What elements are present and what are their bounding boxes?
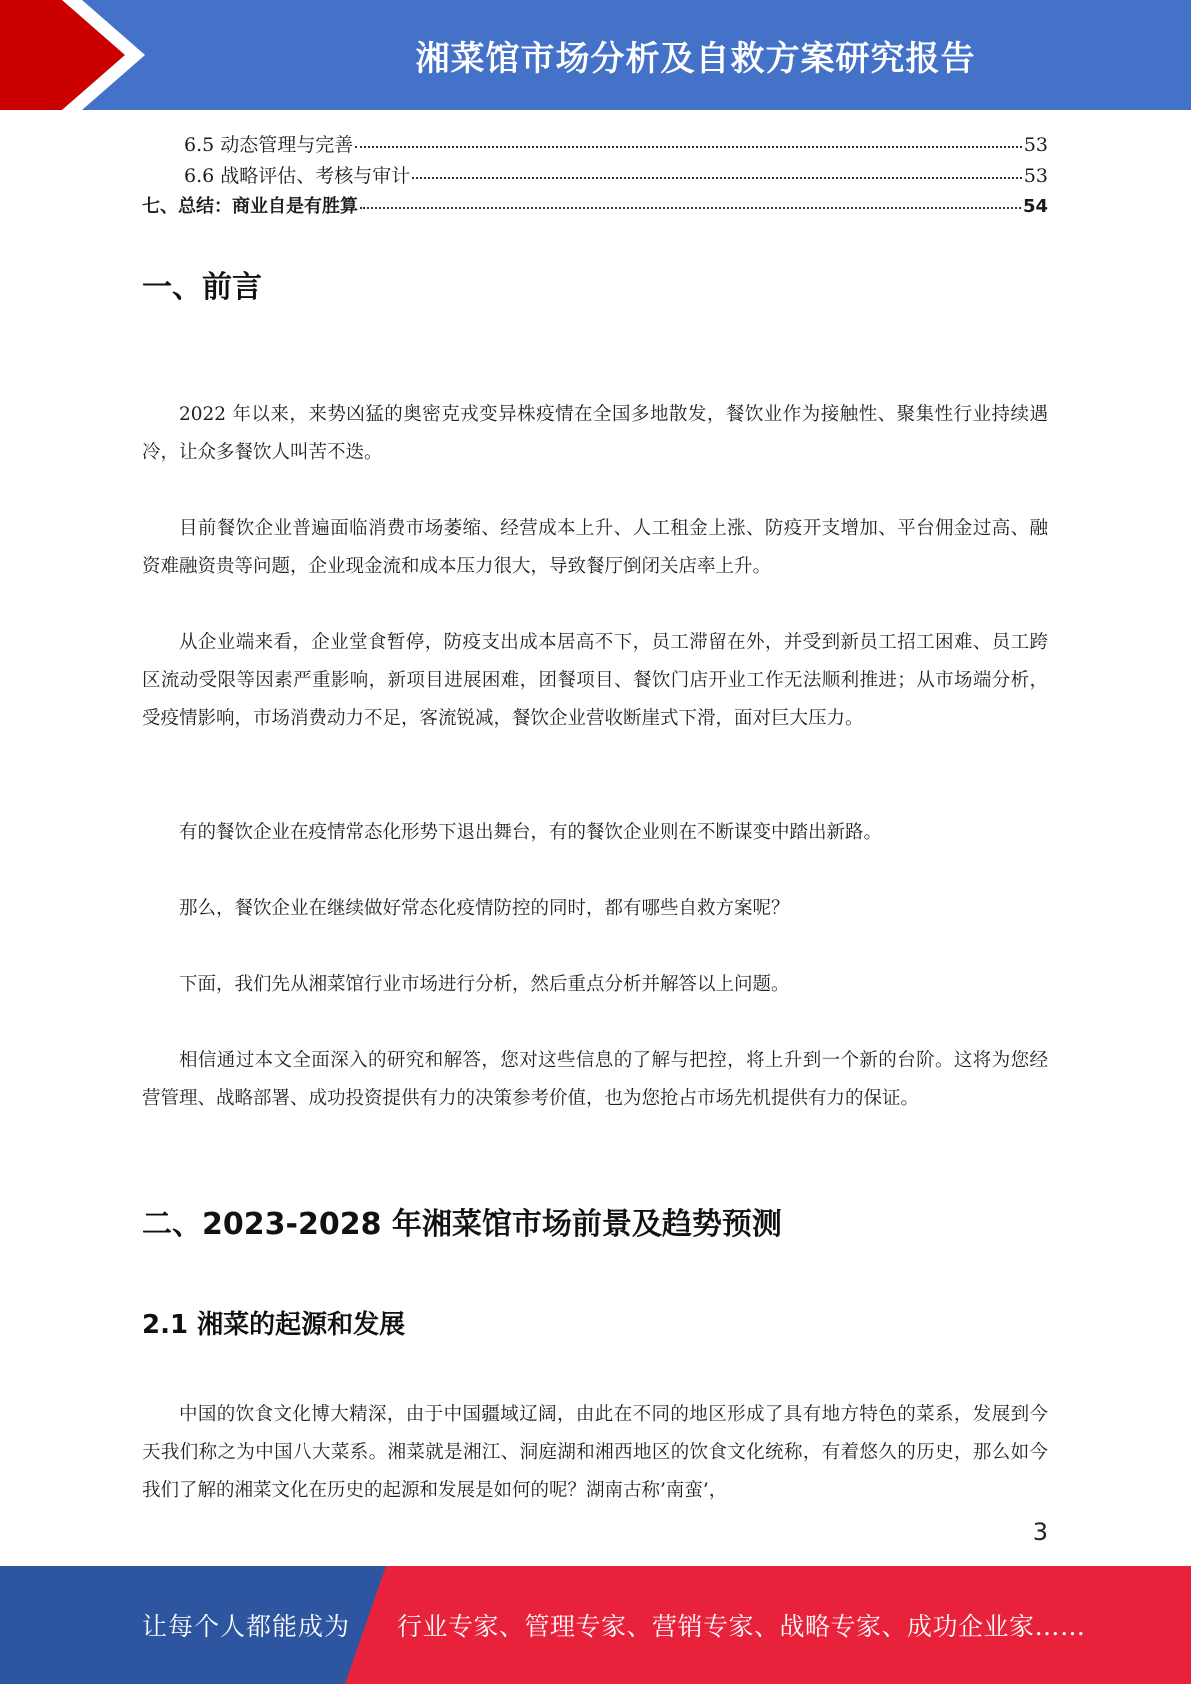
body-paragraph: 相信通过本文全面深入的研究和解答，您对这些信息的了解与把控，将上升到一个新的台阶。这将为您经营管理、战略部署、成功投资提供有力的决策参考价值，也为您抢占市场先机提供有力的保证。 xyxy=(142,1050,1048,1109)
toc-entry[interactable] xyxy=(142,192,1048,223)
toc-entry[interactable] xyxy=(142,161,1048,192)
page-number: 3 xyxy=(1032,1518,1048,1546)
body-paragraph: 下面，我们先从湘菜馆行业市场进行分析，然后重点分析并解答以上问题。 xyxy=(179,974,790,995)
toc-leader xyxy=(355,146,1022,148)
toc-entry[interactable] xyxy=(142,130,1048,161)
footer-slogan-right: 行业专家、管理专家、营销专家、战略专家、成功企业家…… xyxy=(397,1612,1086,1641)
page-header xyxy=(0,0,1191,110)
toc-leader xyxy=(412,177,1022,179)
toc-page-number: 54 xyxy=(1022,196,1048,217)
body-paragraph: 目前餐饮企业普遍面临消费市场萎缩、经营成本上升、人工租金上涨、防疫开支增加、平台佣金过高、融资难融资贵等问题，企业现金流和成本压力很大，导致餐厅倒闭关店率上升。 xyxy=(142,518,1048,577)
header-title: 湘菜馆市场分析及自救方案研究报告 xyxy=(415,38,976,79)
toc-label: 七、总结：商业自是有胜算 xyxy=(142,196,358,217)
body-paragraph: 有的餐饮企业在疫情常态化形势下退出舞台，有的餐饮企业则在不断谋变中踏出新路。 xyxy=(179,822,883,843)
toc-page-number: 53 xyxy=(1023,165,1048,187)
section-heading: 一、前言 xyxy=(142,270,262,305)
body-paragraph: 2022 年以来，来势凶猛的奥密克戎变异株疫情在全国多地散发，餐饮业作为接触性、聚集性行业持续遇冷，让众多餐饮人叫苦不迭。 xyxy=(142,404,1048,463)
table-of-contents xyxy=(142,130,1048,223)
page-footer xyxy=(0,1566,1191,1684)
toc-page-number: 53 xyxy=(1023,134,1048,156)
section-heading: 二、2023-2028 年湘菜馆市场前景及趋势预测 xyxy=(142,1207,782,1242)
toc-label: 6.5 动态管理与完善 xyxy=(184,134,354,156)
toc-label: 6.6 战略评估、考核与审计 xyxy=(184,165,411,187)
toc-leader xyxy=(360,207,1021,209)
subsection-heading: 2.1 湘菜的起源和发展 xyxy=(142,1310,406,1340)
header-arrow-decoration xyxy=(0,0,220,110)
footer-slogan-left: 让每个人都能成为 xyxy=(142,1612,351,1641)
body-paragraph: 那么，餐饮企业在继续做好常态化疫情防控的同时，都有哪些自救方案呢？ xyxy=(179,898,790,919)
body-paragraph: 从企业端来看，企业堂食暂停，防疫支出成本居高不下，员工滞留在外，并受到新员工招工困难、员工跨区流动受限等因素严重影响，新项目进展困难，团餐项目、餐饮门店开业工作无法顺利推进；从市场端分析，受疫情影响，市场消费动力不足，客流锐减，餐饮企业营收断崖式下滑，面对巨大压力。 xyxy=(142,632,1048,729)
body-paragraph: 中国的饮食文化博大精深，由于中国疆域辽阔，由此在不同的地区形成了具有地方特色的菜系，发展到今天我们称之为中国八大菜系。湘菜就是湘江、洞庭湖和湘西地区的饮食文化统称，有着悠久的历史，那么如今我们了解的湘菜文化在历史的起源和发展是如何的呢？湖南古称’南蛮’， xyxy=(142,1404,1048,1501)
